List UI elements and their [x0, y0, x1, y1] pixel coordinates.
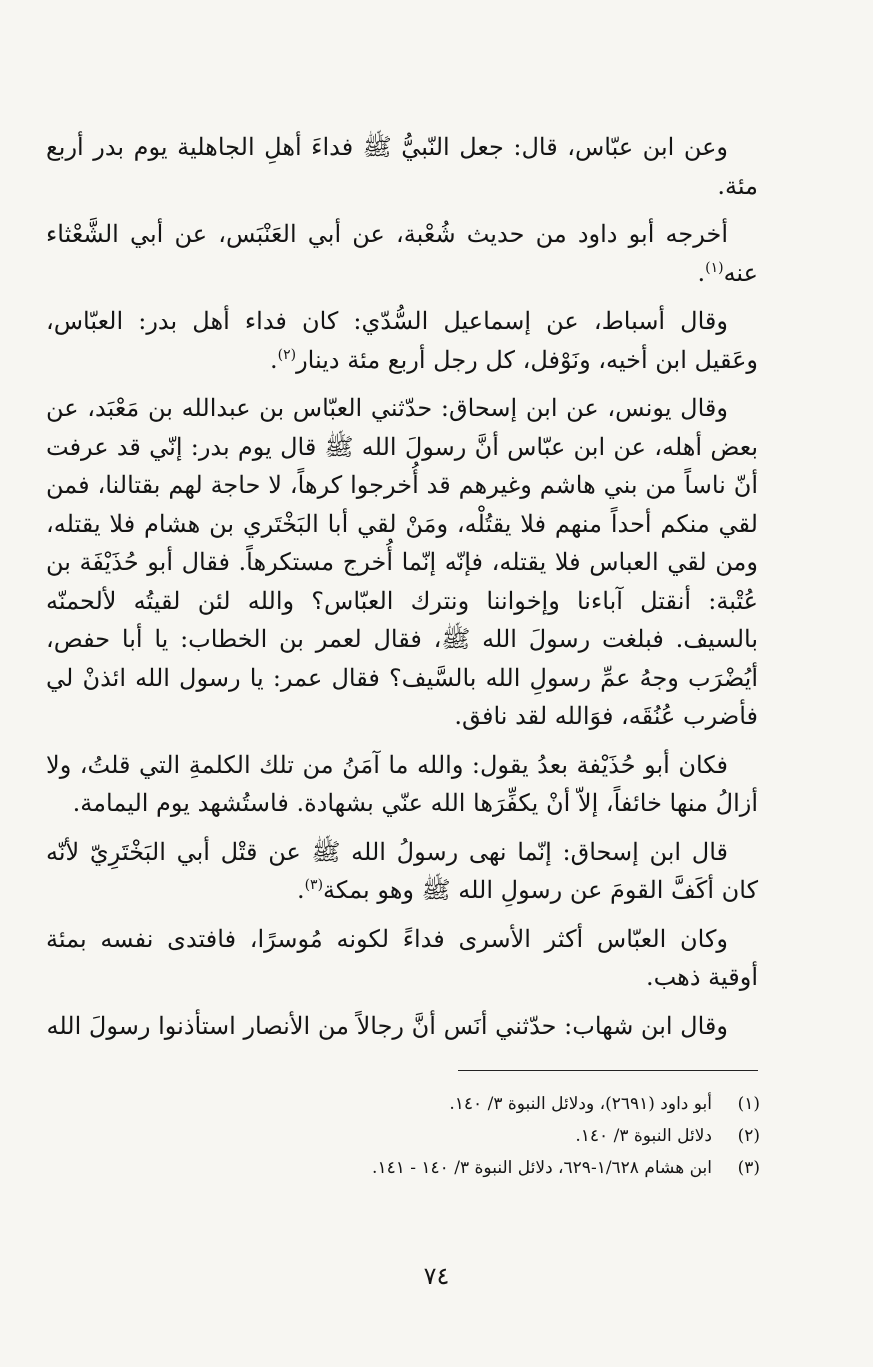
- footnotes: [120, 1088, 760, 1184]
- footnote-2: [120, 1120, 760, 1152]
- footnote-text: دلائل النبوة ٣/ ١٤٠.: [575, 1126, 712, 1146]
- paragraph-3: وقال أسباط، عن إسماعيل السُّدّي: كان فداء أهل بدر: العبّاس، وعَقيل ابن أخيه، ونَوْفل، كل رجل أربع مئة دينار$^{(٢)}$.: [46, 307, 758, 374]
- footnote-ref-3: (٣): [304, 877, 324, 893]
- paragraph-4: وقال يونس، عن ابن إسحاق: حدّثني العبّاس بن عبدالله بن مَعْبَد، عن بعض أهله، عن ابن عبّاس أنَّ رسولَ الله ﷺ قال يوم بدر: إنّي قد عرفت أنّ ناساً من بني هاشم وغيرهم قد أُخرجوا كرهاً، لا حاجة لهم بقتالنا، فمن لقي منكم أحداً منهم فلا يقتُلْه، ومَنْ لقي أبا البَخْتَري بن هشام فلا يقتله، ومن لقي العباس فلا يقتله، فإنّه إنّما أُخرج مستكرهاً. فقال أبو حُذَيْفَة بن عُتْبة: أنقتل آباءنا وإخواننا ونترك العبّاس؟ والله لئن لقيتُه لألحمنّه بالسيف. فبلغت رسولَ الله ﷺ، فقال لعمر بن الخطاب: يا أبا حفص، أيُضْرَب وجهُ عمِّ رسولِ الله بالسَّيف؟ فقال عمر: يا رسول الله ائذنْ لي فأضرب عُنُقَه، فوَالله لقد نافق.: [46, 394, 758, 730]
- paragraph-5: فكان أبو حُذَيْفة بعدُ يقول: والله ما آمَنُ من تلك الكلمةِ التي قلتُ، ولا أزالُ منها خائفاً، إلاّ أنْ يكفِّرَها الله عنّي بشهادة. فاستُشهد يوم اليمامة.: [46, 750, 758, 817]
- footnote-text: ابن هشام ١/٦٢٨-٦٢٩، دلائل النبوة ٣/ ١٤٠ - ١٤١.: [372, 1158, 712, 1178]
- footnote-number: (١): [737, 1094, 760, 1114]
- paragraph-7: وكان العبّاس أكثر الأسرى فداءً لكونه مُوسرًا، فافتدى نفسه بمئة أوقية ذهب.: [46, 924, 758, 991]
- main-text: [46, 128, 758, 1055]
- page-number: ٧٤: [423, 1262, 450, 1290]
- footnote-1: [120, 1088, 760, 1120]
- footnote-number: (٣): [737, 1158, 760, 1178]
- paragraph-6: قال ابن إسحاق: إنّما نهى رسولُ الله ﷺ عن قتْل أبي البَخْتَرِيّ لأنّه كان أكَفَّ القومَ عن رسولِ الله ﷺ وهو بمكة$^{(٣)}$.: [46, 837, 758, 904]
- separator-line: [458, 1070, 758, 1071]
- paragraph-2: أخرجه أبو داود من حديث شُعْبة، عن أبي العَنْبَس، عن أبي الشَّعْثاء عنه$^{(١)}$.: [46, 220, 758, 287]
- footnote-ref-1: (١): [705, 259, 724, 276]
- footnote-ref-2: (٢): [277, 346, 297, 363]
- paragraph-8: وقال ابن شهاب: حدّثني أنَس أنَّ رجالاً من الأنصار استأذنوا رسولَ الله: [46, 1011, 728, 1040]
- footnote-number: (٢): [737, 1126, 760, 1146]
- paragraph-1: وعن ابن عبّاس، قال: جعل النّبيُّ ﷺ فداءَ أهلِ الجاهلية يوم بدر أربع مئة.: [46, 133, 758, 200]
- footnote-text: أبو داود (٢٦٩١)، ودلائل النبوة ٣/ ١٤٠.: [449, 1094, 712, 1114]
- footnote-3: [120, 1152, 760, 1184]
